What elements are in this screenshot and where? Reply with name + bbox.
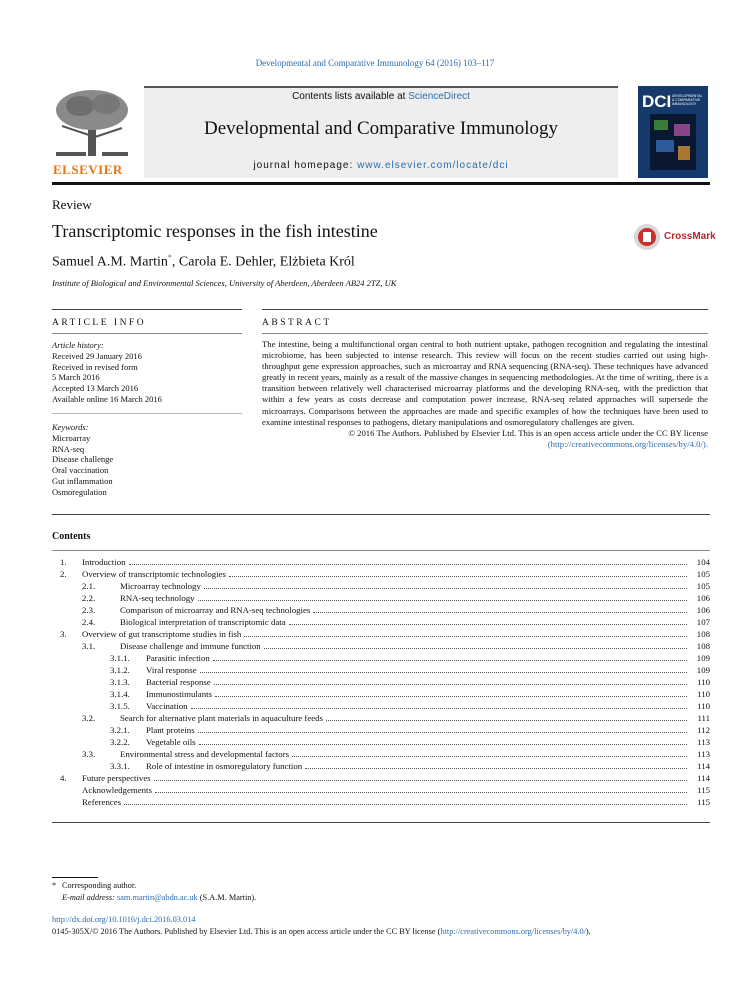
crossmark-label: CrossMark [664, 231, 716, 242]
contents-prefix: Contents lists available at [292, 91, 409, 102]
toc-leader-dots [198, 599, 687, 601]
toc-number: 3.1.4. [110, 689, 130, 699]
toc-entry[interactable] [60, 797, 710, 809]
article-type: Review [52, 197, 92, 212]
abstract-license [262, 428, 708, 450]
author-list [52, 253, 355, 271]
keywords [52, 422, 242, 498]
journal-cover-thumbnail[interactable] [638, 86, 708, 178]
toc-leader-dots [199, 743, 687, 745]
footer-copyright: 0145-305X/© 2016 The Authors. Published by Elsevier Ltd. This is an open access article under the CC BY license ( [52, 926, 441, 936]
toc-leader-dots [204, 587, 687, 589]
toc-number: 3.3.1. [110, 761, 130, 771]
toc-entry[interactable] [60, 713, 710, 725]
toc-leader-dots [292, 755, 687, 757]
email-suffix: (S.A.M. Martin). [197, 892, 257, 902]
footnote-corresponding: Corresponding author. [62, 881, 137, 890]
toc-title: Disease challenge and immune function [120, 641, 261, 651]
keyword-item: Microarray [52, 432, 91, 443]
toc-title: Comparison of microarray and RNA-seq technologies [120, 605, 311, 615]
journal-header [52, 86, 710, 182]
toc-entry[interactable] [60, 593, 710, 605]
toc-leader-dots [305, 767, 687, 769]
toc-entry[interactable] [60, 737, 710, 749]
toc-page-number: 109 [696, 653, 710, 663]
license-link[interactable]: (http://creativecommons.org/licenses/by/4.0/). [547, 438, 708, 449]
toc-page-number: 108 [696, 641, 710, 651]
article-title: Transcriptomic responses in the fish intestine [52, 221, 378, 241]
toc-entry[interactable] [60, 617, 710, 629]
toc-number: 3.2. [82, 713, 96, 723]
history-divider [52, 413, 242, 414]
toc-number: 2. [60, 569, 67, 579]
toc-title: Vegetable oils [146, 737, 196, 747]
toc-title: Introduction [82, 557, 126, 567]
footnote-rule [52, 877, 98, 878]
footnote [52, 880, 256, 903]
toc-title: Search for alternative plant materials in aquaculture feeds [120, 713, 323, 723]
toc-number: 2.4. [82, 617, 96, 627]
history-item: Available online 16 March 2016 [52, 393, 162, 404]
article-info-heading: ARTICLE INFO [52, 318, 147, 328]
toc-title: Environmental stress and developmental factors [120, 749, 290, 759]
toc-number: 3.1.5. [110, 701, 130, 711]
toc-number: 3. [60, 629, 67, 639]
toc-leader-dots [264, 647, 687, 649]
toc-number: 3.1.3. [110, 677, 130, 687]
contents-heading: Contents [52, 531, 91, 542]
toc-entry[interactable] [60, 689, 710, 701]
toc-title: Overview of gut transcriptome studies in fish [82, 629, 242, 639]
history-item: Received in revised form [52, 361, 138, 372]
toc-page-number: 113 [697, 737, 710, 747]
toc-number: 3.2.2. [110, 737, 130, 747]
history-heading: Article history: [52, 340, 104, 350]
elsevier-tree-icon [52, 86, 132, 162]
email-label: E-mail address: [62, 892, 115, 902]
toc-title: Microarray technology [120, 581, 201, 591]
toc-title: Biological interpretation of transcriptomic data [120, 617, 286, 627]
author-name: Samuel A.M. Martin [52, 254, 168, 270]
keyword-item: Gut inflammation [52, 475, 113, 486]
toc-page-number: 110 [697, 701, 710, 711]
keyword-item: Disease challenge [52, 454, 114, 465]
toc-leader-dots [214, 683, 687, 685]
footnote-mark: * [52, 881, 57, 890]
toc-number: 2.3. [82, 605, 96, 615]
toc-number: 3.1.2. [110, 665, 130, 675]
toc-number: 3.2.1. [110, 725, 130, 735]
toc-page-number: 107 [696, 617, 710, 627]
affiliation: Institute of Biological and Environmental Sciences, University of Aberdeen, Aberdeen AB24 2TZ, UK [52, 278, 397, 288]
abstract-heading: ABSTRACT [262, 318, 332, 328]
toc-leader-dots [215, 695, 687, 697]
toc-number: 4. [60, 773, 67, 783]
toc-number: 3.3. [82, 749, 96, 759]
toc-title: References [82, 797, 122, 807]
toc-leader-dots [213, 659, 687, 661]
toc-entry[interactable] [60, 761, 710, 773]
cover-image [650, 114, 696, 170]
footer-copyright-end: ). [585, 926, 591, 936]
toc-number: 1. [60, 557, 67, 567]
toc-entry[interactable] [60, 557, 710, 569]
toc-entry[interactable] [60, 629, 710, 641]
page-footer [52, 914, 591, 937]
toc-title: Viral response [146, 665, 197, 675]
toc-number: 2.2. [82, 593, 96, 603]
toc-leader-dots [124, 803, 687, 805]
toc-leader-dots [326, 719, 687, 721]
email-link[interactable]: sam.martin@abdn.ac.uk [117, 892, 198, 902]
abstract-rule [262, 309, 708, 310]
keyword-item: Oral vaccination [52, 465, 109, 476]
abstract-paragraph: The intestine, being a multifunctional organ central to both nutrient uptake, pathogen recognition and regulating the intestinal microbiome, has been subjected to intense research. This review will focus on the recent studies carried out using high-throughput gene expression approaches, such as microarray and RNA sequencing (RNA-seq). These techniques have advanced greatly in recent years, mainly as a result of the massive changes in sequencing methodologies. At the time of writing, there is a transition between relatively well characterised microarray platforms and the developing RNA-seq, with the prediction that within a few years as costs decrease and computation power increase, RNA-seq related approaches will supersede the microarrays. Comparisons between the approaches are made and specific examples of how the techniques have been used to examine intestinal responses to pathogens, dietary manipulations and osmoregulatory challenges are given. [262, 339, 708, 427]
toc-title: Plant proteins [146, 725, 195, 735]
toc-leader-dots [244, 635, 687, 637]
contents-heading-rule [52, 550, 710, 551]
cover-title: DEVELOPMENTAL & COMPARATIVE IMMUNOLOGY [672, 94, 703, 106]
toc-title: Immunostimulants [146, 689, 212, 699]
footer-license-link[interactable]: http://creativecommons.org/licenses/by/4.0/ [440, 926, 586, 936]
toc-entry[interactable] [60, 641, 710, 653]
toc-entry[interactable] [60, 749, 710, 761]
journal-homepage-link[interactable]: www.elsevier.com/locate/dci [357, 160, 509, 171]
toc-page-number: 114 [697, 773, 710, 783]
toc-number: 3.1. [82, 641, 96, 651]
doi-link[interactable]: http://dx.doi.org/10.1016/j.dci.2016.03.014 [52, 915, 196, 924]
toc-page-number: 112 [697, 725, 710, 735]
toc-entry[interactable] [60, 701, 710, 713]
toc-leader-dots [191, 707, 687, 709]
toc-entry[interactable] [60, 677, 710, 689]
toc-page-number: 105 [696, 581, 710, 591]
toc-entry[interactable] [60, 653, 710, 665]
toc-page-number: 106 [696, 605, 710, 615]
contents-lists-line [144, 91, 618, 102]
abstract-body [262, 339, 708, 450]
toc-entry[interactable] [60, 665, 710, 677]
article-history [52, 340, 242, 405]
toc-title: Bacterial response [146, 677, 211, 687]
history-item: 5 March 2016 [52, 372, 100, 383]
toc-page-number: 110 [697, 689, 710, 699]
crossmark-badge[interactable] [634, 224, 714, 250]
abstract-underline [262, 333, 708, 334]
header-divider [52, 182, 710, 185]
toc-page-number: 114 [697, 761, 710, 771]
toc-title: Vaccination [146, 701, 188, 711]
homepage-prefix: journal homepage: [253, 160, 358, 171]
toc-title: Role of intestine in osmoregulatory function [146, 761, 303, 771]
other-authors: , Carola E. Dehler, Elżbieta Król [171, 254, 355, 270]
corresponding-author-mark[interactable]: * [167, 253, 172, 262]
toc-page-number: 113 [697, 749, 710, 759]
toc-entry[interactable] [60, 569, 710, 581]
toc-leader-dots [155, 791, 687, 793]
elsevier-wordmark: ELSEVIER [53, 162, 123, 177]
journal-title: Developmental and Comparative Immunology [203, 118, 559, 139]
toc-page-number: 106 [696, 593, 710, 603]
toc-title: Parasitic infection [146, 653, 210, 663]
toc-title: Acknowledgements [82, 785, 152, 795]
toc-entry[interactable] [60, 725, 710, 737]
sciencedirect-link[interactable]: ScienceDirect [408, 91, 470, 102]
elsevier-logo[interactable] [52, 86, 132, 178]
toc-leader-dots [229, 575, 687, 577]
keywords-heading: Keywords: [52, 422, 89, 432]
toc-leader-dots [129, 563, 688, 565]
history-item: Received 29 January 2016 [52, 350, 142, 361]
toc-leader-dots [154, 779, 687, 781]
toc-page-number: 111 [697, 713, 710, 723]
license-text: © 2016 The Authors. Published by Elsevier Ltd. This is an open access article under the CC BY license [348, 427, 708, 438]
keyword-item: RNA-seq [52, 443, 85, 454]
toc-page-number: 108 [696, 629, 710, 639]
toc-leader-dots [200, 671, 687, 673]
toc-number: 2.1. [82, 581, 96, 591]
journal-homepage-line [144, 160, 618, 171]
toc-entry[interactable] [60, 773, 710, 785]
cover-abbrev: DCI [642, 92, 672, 111]
toc-page-number: 115 [697, 797, 710, 807]
toc-page-number: 110 [697, 677, 710, 687]
toc-entry[interactable] [60, 605, 710, 617]
toc-title: RNA-seq technology [120, 593, 195, 603]
toc-page-number: 115 [697, 785, 710, 795]
keyword-item: Osmoregulation [52, 486, 107, 497]
article-info-rule [52, 309, 242, 310]
toc-entry[interactable] [60, 581, 710, 593]
toc-title: Overview of transcriptomic technologies [82, 569, 226, 579]
toc-title: Future perspectives [82, 773, 151, 783]
contents-bottom-rule [52, 822, 710, 823]
journal-citation[interactable]: Developmental and Comparative Immunology 64 (2016) 103–117 [255, 58, 495, 68]
crossmark-icon [634, 224, 660, 250]
toc-leader-dots [289, 623, 687, 625]
toc-entry[interactable] [60, 785, 710, 797]
toc-page-number: 109 [696, 665, 710, 675]
history-item: Accepted 13 March 2016 [52, 383, 139, 394]
toc-leader-dots [313, 611, 687, 613]
header-top-rule [144, 86, 618, 88]
header-banner [144, 86, 618, 178]
toc-page-number: 105 [696, 569, 710, 579]
toc-leader-dots [198, 731, 687, 733]
contents-top-rule [52, 514, 710, 515]
toc-page-number: 104 [696, 557, 710, 567]
article-info-underline [52, 333, 242, 334]
toc-number: 3.1.1. [110, 653, 130, 663]
